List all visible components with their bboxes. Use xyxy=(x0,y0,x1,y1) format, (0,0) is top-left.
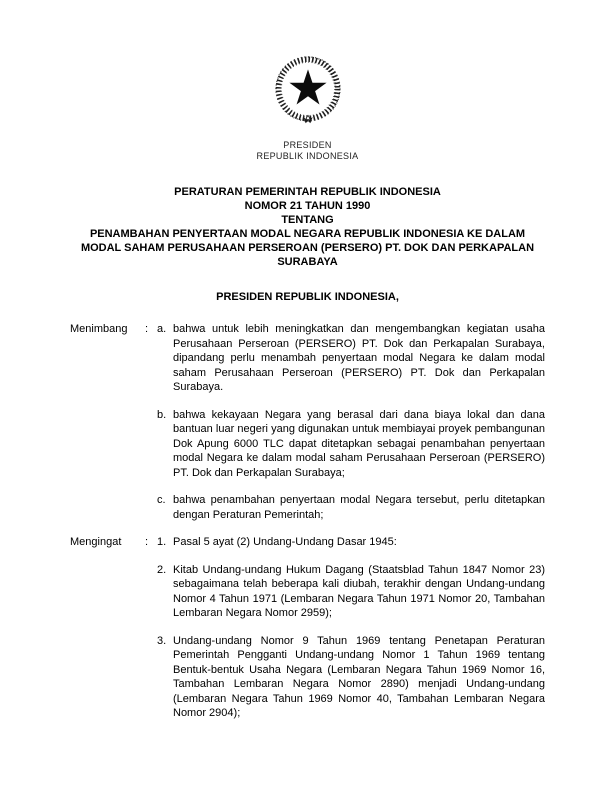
title-line-subject-2: MODAL SAHAM PERUSAHAAN PERSEROAN (PERSERO) PT. DOK DAN PERKAPALAN xyxy=(80,242,535,254)
title-line-regulation: PERATURAN PEMERINTAH REPUBLIK INDONESIA xyxy=(174,186,441,198)
item-marker: 2. xyxy=(157,563,167,576)
title-line-number: NOMOR 21 TAHUN 1990 xyxy=(244,200,371,212)
section-items xyxy=(157,322,545,522)
list-item xyxy=(157,563,545,621)
list-item xyxy=(157,408,545,481)
section-colon: : xyxy=(145,536,149,548)
item-marker: b. xyxy=(157,408,167,421)
presidential-letterhead xyxy=(70,53,545,162)
item-text: bahwa kekayaan Negara yang berasal dari dana biaya lokal dan dana bantuan luar negeri yang digunakan untuk membiayai proyek pembangunan Dok Apung 6000 TLC dapat ditetapkan sebagai penambahan penyertaan modal Negara ke dalam modal saham Perusahaan Perseroan (PERSERO) PT. Dok dan Perkapalan Surabaya; xyxy=(173,408,545,479)
section-menimbang xyxy=(70,322,545,522)
item-marker: a. xyxy=(157,323,167,335)
item-text: Undang-undang Nomor 9 Tahun 1969 tentang Penetapan Peraturan Pemerintah Pengganti Undang-undang Nomor 1 Tahun 1969 tentang Bentuk-bentuk Usaha Negara (Lembaran Negara Tahun 1969 Nomor 16, Tambahan Lembaran Negara Nomor 2890) menjadi Undang-undang (Lembaran Negara Tahun 1969 Nomor 40, Tambahan Lembaran Negara Nomor 2904); xyxy=(173,634,545,719)
item-text: bahwa penambahan penyertaan modal Negara tersebut, perlu ditetapkan dengan Peraturan Pemerintah; xyxy=(173,494,545,521)
item-marker: 3. xyxy=(157,634,167,647)
letterhead-line-presiden: PRESIDEN xyxy=(283,140,332,150)
section-items xyxy=(157,535,545,721)
section-mengingat xyxy=(70,535,545,721)
star-wreath-emblem-icon xyxy=(269,53,347,131)
document-title xyxy=(70,185,545,269)
list-item xyxy=(157,535,545,550)
list-item xyxy=(157,493,545,522)
item-marker: c. xyxy=(157,494,166,506)
item-text: Kitab Undang-undang Hukum Dagang (Staatsblad Tahun 1847 Nomor 23) sebagaimana telah beberapa kali diubah, terakhir dengan Undang-undang Nomor 4 Tahun 1971 (Lembaran Negara Tahun 1971 Nomor 20, Tambahan Lembaran Negara Nomor 2959); xyxy=(173,563,545,619)
title-line-subject-3: SURABAYA xyxy=(277,256,338,268)
title-line-subject-1: PENAMBAHAN PENYERTAAN MODAL NEGARA REPUBLIK INDONESIA KE DALAM xyxy=(89,228,526,240)
item-marker: 1. xyxy=(157,536,167,548)
letterhead-line-republik-indonesia: REPUBLIK INDONESIA xyxy=(256,151,359,161)
section-label: Menimbang xyxy=(70,323,128,335)
section-label: Mengingat xyxy=(70,536,122,548)
salutation: PRESIDEN REPUBLIK INDONESIA, xyxy=(216,291,399,303)
section-colon: : xyxy=(145,323,149,335)
title-line-tentang: TENTANG xyxy=(281,214,334,226)
item-text: Pasal 5 ayat (2) Undang-Undang Dasar 1945: xyxy=(173,536,397,548)
item-text: bahwa untuk lebih meningkatkan dan mengembangkan kegiatan usaha Perusahaan Perseroan (PERSERO) PT. Dok dan Perkapalan Surabaya, dipandang perlu menambah penyertaan modal Negara ke dalam modal saham Perusahaan Perseroan (PERSERO) PT. Dok dan Perkapalan Surabaya. xyxy=(173,323,545,393)
document-body xyxy=(70,322,545,721)
list-item xyxy=(157,322,545,395)
list-item xyxy=(157,634,545,721)
